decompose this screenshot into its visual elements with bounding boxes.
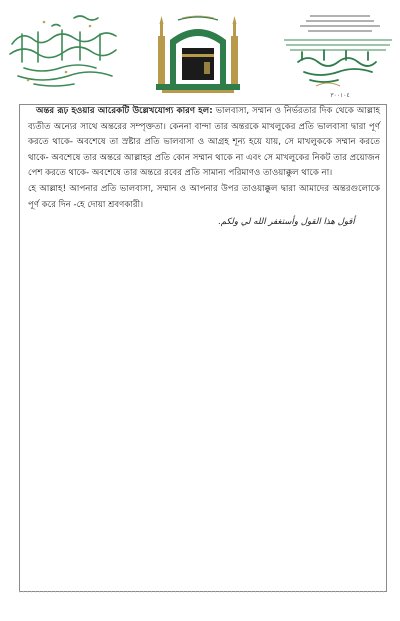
bottom-border-ornament (19, 590, 387, 602)
paragraph-text: ভালবাসা, সম্মান ও নির্ভরতার দিক থেকে আল্লাহ ব্যতীত অন্যের সাথে অন্তরের সম্পৃক্ততা। কেননা বান্দা তার অন্তরকে মাখলুকের প্রতি ভালবাসা দ্বারা পূর্ণ করতে থাকে- অবশেষে তা স্রষ্টার প্রতি ভালবাসা ও আগ্রহ শূন্য হয়ে যায়, সে মাখলুককে সম্মান করতে থাকে- অবশেষে তার অন্তরে আল্লাহর প্রতি কোন সম্মান থাকে না এবং সে মাখলুকের নিকট তার প্রয়োজন পেশ করতে থাকে- অবশেষে তার অন্তরে রবের প্রতি সামান্য পরিমাণও তাওয়াক্কুল থাকে না। (28, 106, 380, 179)
ministry-emblem (280, 10, 396, 100)
paragraph-lead: অন্তর রূঢ় হওয়ার আরেকটি উল্লেখযোগ্য কারণ হল: (36, 106, 213, 116)
kaaba-emblem (152, 10, 244, 94)
paragraph-main (28, 104, 380, 182)
arabic-closing-line: أقول هذا القول وأستغفر الله لي ولكم. (218, 217, 355, 228)
document-body (28, 104, 380, 231)
letterhead (0, 0, 400, 100)
supplication-paragraph: হে আল্লাহ! আপনার প্রতি ভালবাসা, সম্মান ও আপনার উপর তাওয়াক্কুল দ্বারা আমাদের অন্তরগুলোকে পূর্ণ করে দিন -হে দোয়া শ্রবণকারী। (28, 183, 380, 210)
project-logo (4, 10, 124, 92)
document-date: ٣٠٠١٠٤ (330, 92, 350, 99)
